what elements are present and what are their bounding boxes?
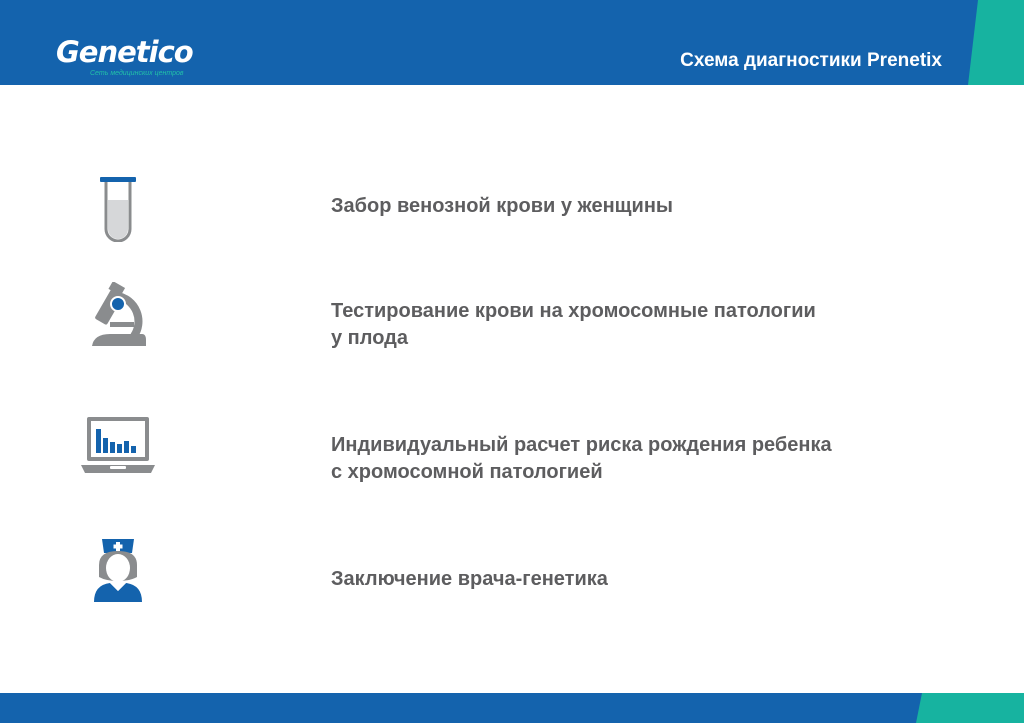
step-3-text (331, 432, 832, 486)
page-title: Схема диагностики Prenetix (680, 50, 942, 71)
step-3-line-1: Индивидуальный расчет риска рождения ребенка (331, 434, 832, 456)
step-2-line-2: у плода (331, 327, 408, 349)
microscope-icon (88, 282, 150, 348)
step-3-line-2: с хромосомной патологией (331, 461, 603, 483)
logo-wordmark: Genetico (56, 35, 193, 69)
header-bar (0, 0, 1024, 85)
doctor-icon (90, 537, 146, 603)
step-1-line-1: Забор венозной крови у женщины (331, 195, 673, 217)
genetico-logo[interactable] (56, 35, 193, 80)
step-2-line-1: Тестирование крови на хромосомные патологии (331, 300, 816, 322)
laptop-chart-icon (80, 415, 156, 475)
logo-tagline: Сеть медицинских центров (90, 70, 184, 77)
test-tube-icon (96, 176, 140, 242)
header-accent-stripe (968, 0, 1024, 85)
footer-bar (0, 693, 1024, 723)
step-4-line-1: Заключение врача-генетика (331, 568, 608, 590)
step-2-text (331, 298, 816, 352)
step-1-text (331, 193, 673, 220)
step-4-text (331, 566, 608, 593)
footer-accent-stripe (916, 693, 1024, 723)
